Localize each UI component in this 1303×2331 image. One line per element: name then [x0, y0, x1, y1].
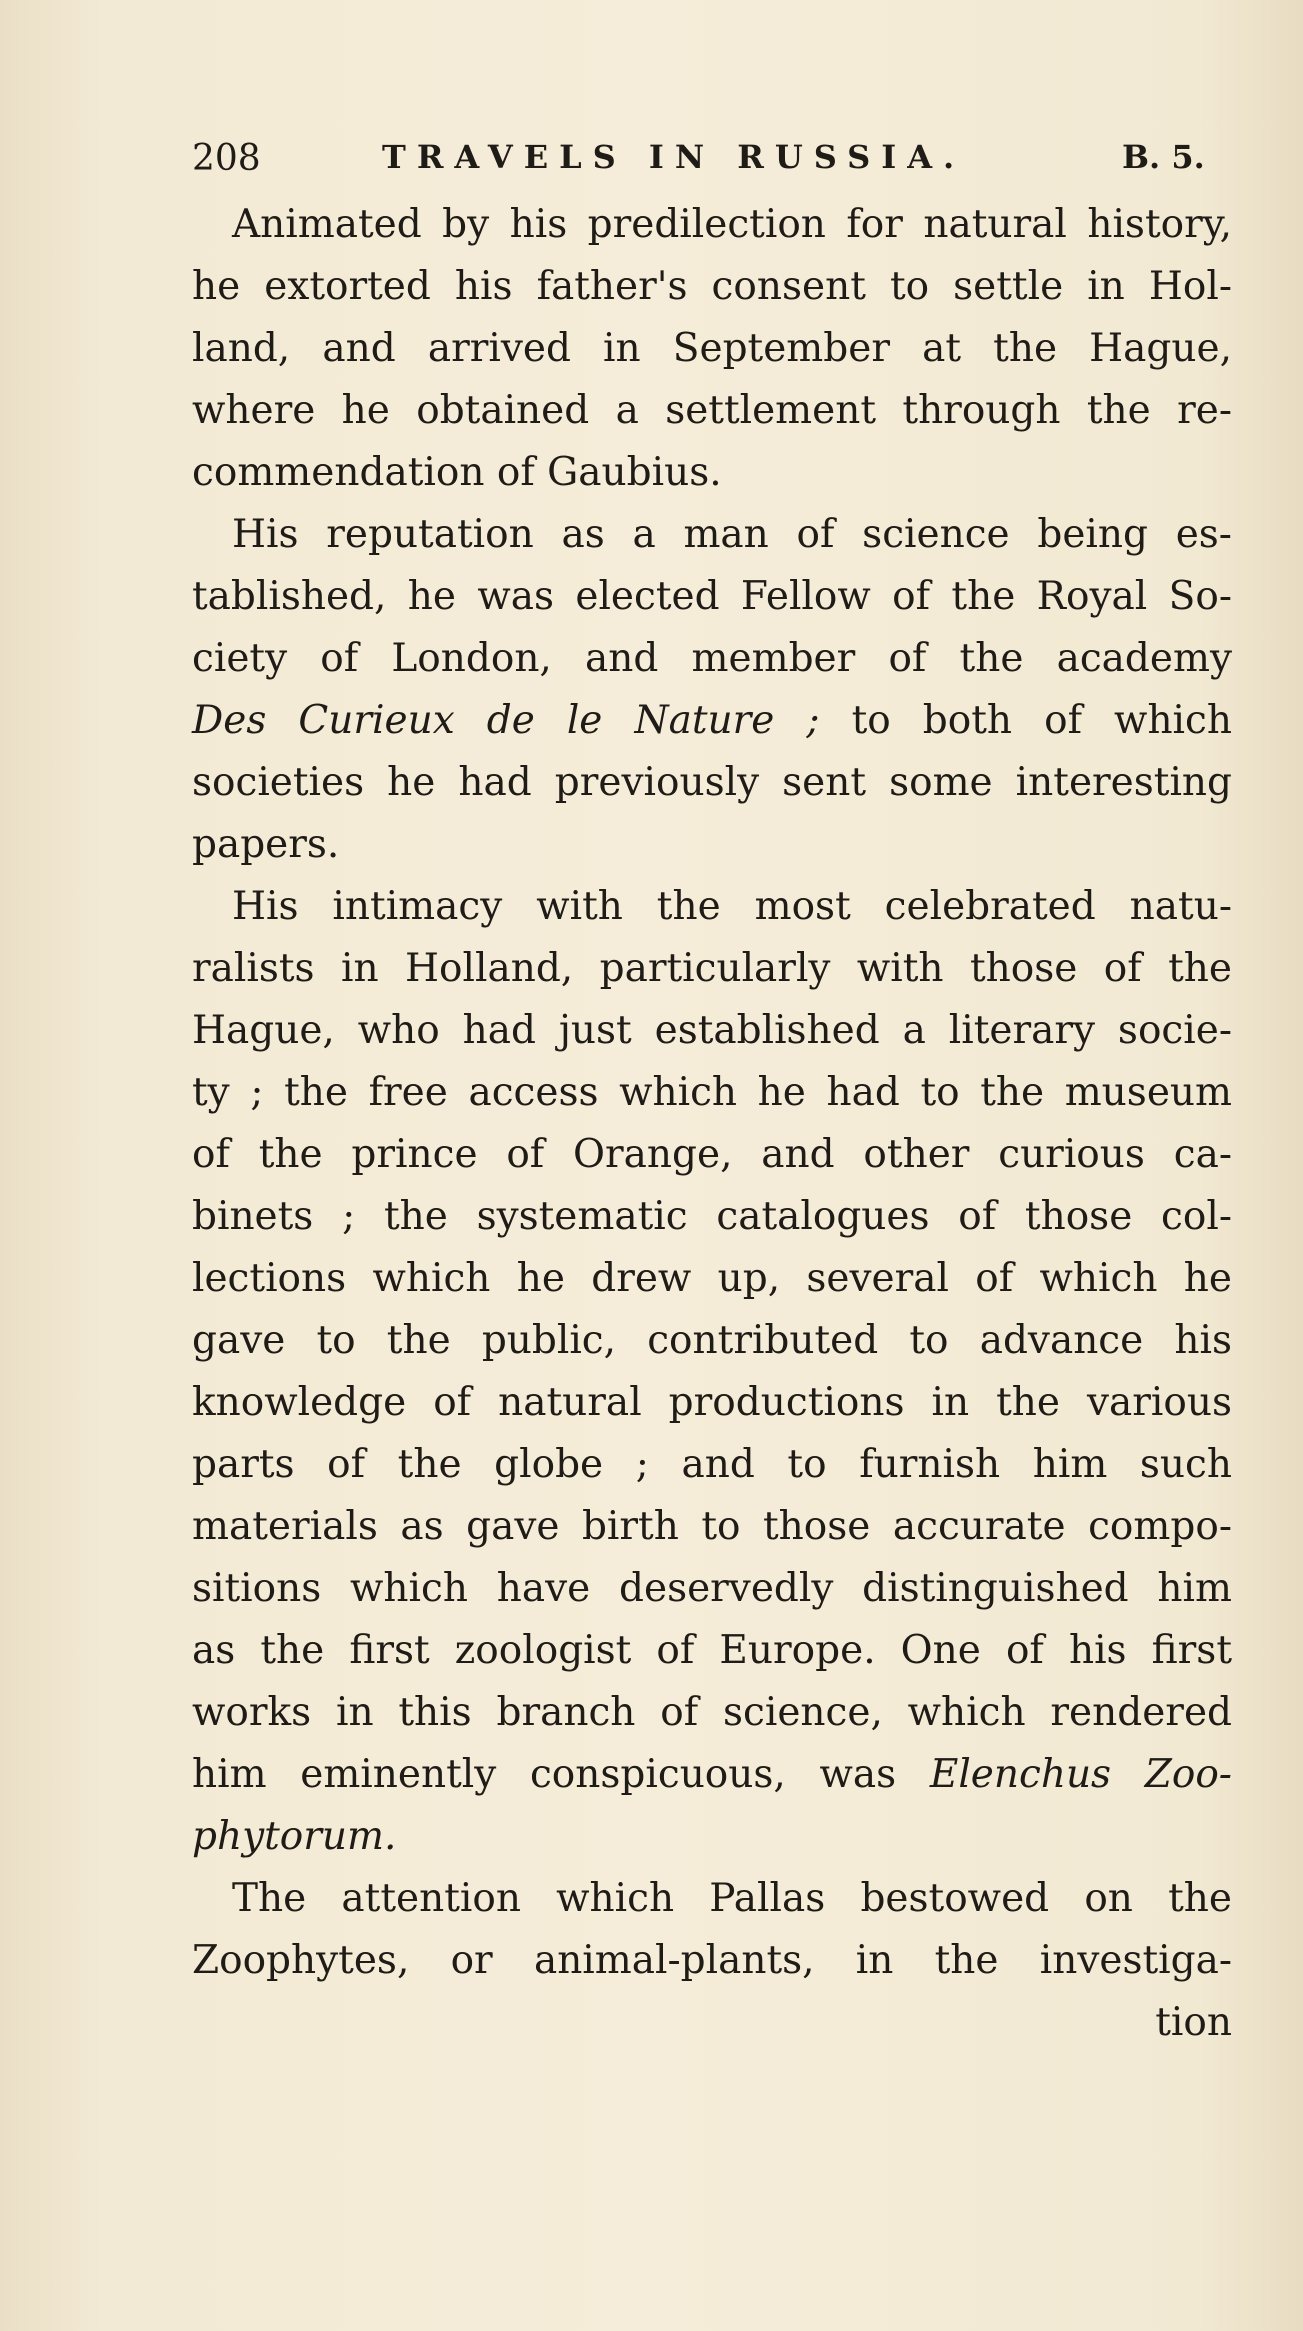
catchword: tion [1155, 2000, 1232, 2045]
line-text: materials as gave birth to those accurate compo- [192, 1504, 1232, 1549]
line-text: binets ; the systematic catalogues of those col- [192, 1194, 1232, 1239]
page-number: 208 [192, 138, 261, 179]
line-text: Zoophytes, or animal-plants, in the investiga- [192, 1938, 1232, 1983]
text-line [192, 1372, 1232, 1434]
line-text: land, and arrived in September at the Hague, [192, 326, 1232, 371]
text-line [192, 1496, 1232, 1558]
section-mark: B. 5. [1122, 138, 1205, 176]
text-line [192, 1248, 1232, 1310]
text-line [192, 814, 1232, 876]
running-head [192, 138, 1232, 198]
text-line [192, 504, 1232, 566]
line-text: ty ; the free access which he had to the museum [192, 1070, 1232, 1115]
text-line [192, 318, 1232, 380]
line-text: His intimacy with the most celebrated natu- [232, 884, 1232, 929]
line-text: knowledge of natural productions in the various [192, 1380, 1232, 1425]
line-text: tablished, he was elected Fellow of the Royal So- [192, 574, 1232, 619]
text-line [192, 690, 1232, 752]
line-text: societies he had previously sent some interesting [192, 760, 1232, 805]
line-text: where he obtained a settlement through the re- [192, 388, 1232, 433]
line-text: parts of the globe ; and to furnish him such [192, 1442, 1232, 1487]
line-text: ciety of London, and member of the academy [192, 636, 1232, 681]
line-text: lections which he drew up, several of which he [192, 1256, 1232, 1301]
text-line [192, 752, 1232, 814]
text-line [192, 1806, 1232, 1868]
italic-title: Elenchus Zoo- [929, 1752, 1232, 1797]
text-line [192, 442, 1232, 504]
text-line [192, 628, 1232, 690]
line-text: works in this branch of science, which rendered [192, 1690, 1232, 1735]
line-text: Hague, who had just established a literary socie- [192, 1008, 1232, 1053]
line-text: to both of which [851, 698, 1232, 743]
text-line [192, 194, 1232, 256]
italic-title: Des Curieux de le Nature ; [192, 698, 820, 743]
catchword-line [192, 1992, 1232, 2054]
text-line [192, 938, 1232, 1000]
text-line [192, 256, 1232, 318]
text-line [192, 1682, 1232, 1744]
text-line [192, 1930, 1232, 1992]
text-line [192, 1124, 1232, 1186]
text-line [192, 1558, 1232, 1620]
text-line [192, 566, 1232, 628]
text-line [192, 1310, 1232, 1372]
line-text: ralists in Holland, particularly with those of the [192, 946, 1232, 991]
line-text: him eminently conspicuous, was [192, 1752, 897, 1797]
line-text: of the prince of Orange, and other curious ca- [192, 1132, 1232, 1177]
text-line [192, 1000, 1232, 1062]
line-text: Animated by his predilection for natural history, [232, 202, 1232, 247]
text-line [192, 380, 1232, 442]
italic-title: phytorum. [192, 1814, 397, 1859]
text-line [192, 1434, 1232, 1496]
text-line [192, 1186, 1232, 1248]
line-text: he extorted his father's consent to settle in Hol- [192, 264, 1232, 309]
line-text: gave to the public, contributed to advance his [192, 1318, 1232, 1363]
line-text: as the first zoologist of Europe. One of his first [192, 1628, 1232, 1673]
text-line [192, 876, 1232, 938]
line-text: commendation of Gaubius. [192, 450, 722, 495]
line-text: sitions which have deservedly distinguished him [192, 1566, 1232, 1611]
body-text [192, 194, 1232, 2054]
line-text: papers. [192, 822, 340, 867]
text-line [192, 1744, 1232, 1806]
text-line [192, 1868, 1232, 1930]
text-line [192, 1620, 1232, 1682]
text-line [192, 1062, 1232, 1124]
running-title: TRAVELS IN RUSSIA. [382, 138, 966, 176]
line-text: The attention which Pallas bestowed on the [232, 1876, 1232, 1921]
line-text: His reputation as a man of science being es- [232, 512, 1232, 557]
